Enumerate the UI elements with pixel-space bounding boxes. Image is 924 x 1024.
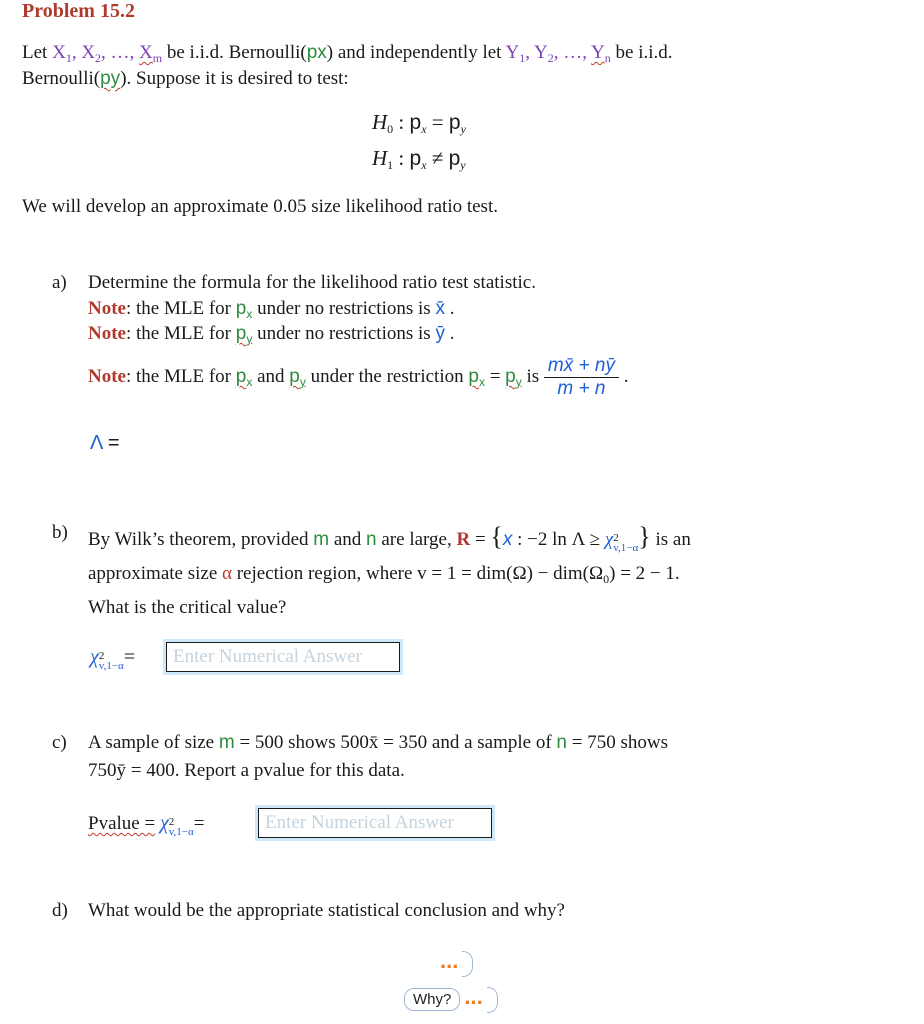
why-button[interactable]: Why? bbox=[404, 988, 460, 1011]
hypothesis-h0: $H_0$ : $p_x = p_y$ bbox=[372, 110, 466, 136]
lambda-label: Λ = bbox=[90, 432, 120, 454]
chevron-right-icon bbox=[487, 987, 498, 1013]
part-b-line-2: approximate size α rejection region, where $v = 1 = dim(\Omega) - dim(\Omega_0) = 2 - 1$. bbox=[88, 563, 680, 586]
intro-line-2: Bernoulli(py). Suppose it is desired to test: bbox=[22, 68, 349, 89]
intro-line-1: Let $X_1$, $X_2$, …, $X_m$ be i.i.d. Bernoulli(px) and independently let $Y_1$, $Y_2$, …, $Y_n$ be i.i.d. bbox=[22, 42, 673, 65]
x-sequence: $X_1$, $X_2$, …, $X_m$ bbox=[52, 42, 163, 65]
part-b-label: b) bbox=[52, 522, 68, 543]
problem-title: Problem 15.2 bbox=[22, 0, 135, 22]
part-a-label: a) bbox=[52, 272, 67, 293]
note-1: Note: the MLE for $p_x$ under no restrictions is x̄ . bbox=[88, 298, 455, 321]
y-sequence: $Y_1$, $Y_2$, …, $Y_n$ bbox=[505, 42, 611, 65]
part-c-label: c) bbox=[52, 732, 67, 753]
mle-fraction: $\frac{mx̄ + nȳ}{m + n}$ bbox=[544, 355, 619, 400]
note-3: Note: the MLE for $p_x$ and $p_y$ under the restriction $p_x = p_y$ is $\frac{mx̄ + nȳ}{m + n}$ . bbox=[88, 355, 629, 399]
pvalue-label: Pvalue = χ 2 v,1−α = bbox=[88, 812, 205, 838]
critical-value-input[interactable]: Enter Numerical Answer bbox=[166, 642, 400, 672]
part-b-line-3: What is the critical value? bbox=[88, 597, 287, 618]
part-c-line-1: A sample of size m = 500 shows 500x̄ = 350 and a sample of n = 750 shows bbox=[88, 732, 668, 753]
hypothesis-h1: $H_1$ : $p_x \ne p_y$ bbox=[372, 146, 466, 172]
chevron-right-icon bbox=[462, 951, 473, 977]
why-dropdown[interactable]: Why? ... bbox=[404, 984, 498, 1013]
pvalue-input[interactable]: Enter Numerical Answer bbox=[258, 808, 492, 838]
part-b-line-1: By Wilk’s theorem, provided m and n are large, R = {x : −2 ln Λ ≥ χ 2 v,1−α } is an bbox=[88, 522, 691, 554]
note-2: Note: the MLE for $p_y$ under no restrictions is ȳ . bbox=[88, 323, 455, 346]
part-c-line-2: 750ȳ = 400. Report a pvalue for this data. bbox=[88, 760, 405, 781]
conclusion-dropdown[interactable]: ... bbox=[440, 948, 473, 977]
part-d-label: d) bbox=[52, 900, 68, 921]
part-d-question: What would be the appropriate statistical conclusion and why? bbox=[88, 900, 565, 921]
develop-text: We will develop an approximate 0.05 size likelihood ratio test. bbox=[22, 196, 498, 217]
critical-value-label: χ 2 v,1−α = bbox=[90, 646, 136, 672]
part-a-question: Determine the formula for the likelihood ratio test statistic. bbox=[88, 272, 536, 293]
